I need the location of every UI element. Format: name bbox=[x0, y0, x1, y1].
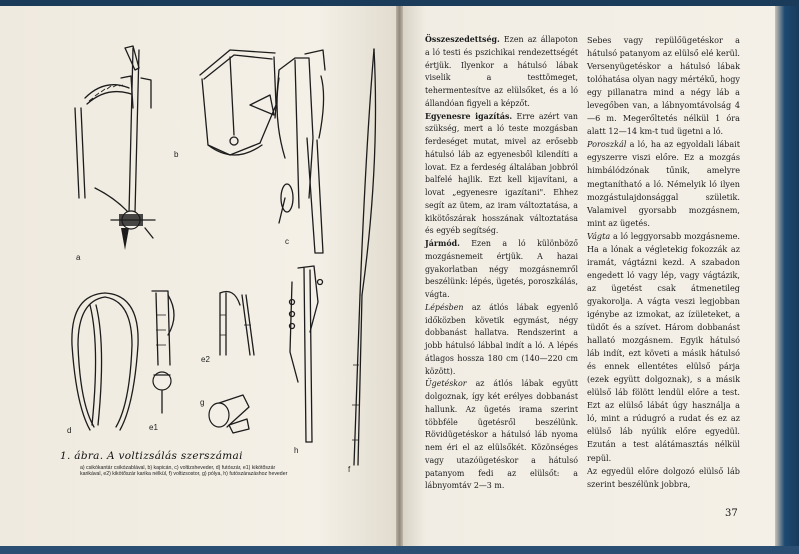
figure-label-b: b bbox=[174, 150, 179, 159]
paragraph-text: Sebes vagy repülőügetéskor a hátulsó patanyom az elülső elé kerül. Versenyügetéskor a hátulsó lábak tolóhatása olyan nagy mértékű, hogy egy pillanatra mind a négy láb a levegőben van, a lábnyomtávolság 4—6 m. Megerőltetés nélkül 1 óra alatt 12—14 km-t tud ügetni a ló. bbox=[587, 35, 740, 137]
figure-caption-title: 1. ábra. A voltizsálás szerszámai bbox=[60, 450, 243, 462]
paragraph bbox=[587, 138, 740, 229]
figure-label-h: h bbox=[294, 446, 299, 455]
figure-label-e2: e2 bbox=[201, 355, 210, 364]
book-gutter bbox=[396, 6, 403, 548]
paragraph-text: Ezen az állapoton a ló testi és pszichikai rendezettségét értjük. Ilyenkor a hátulsó lábak viselik a testtömeget, tehermentesítve az elülsőket, és a ló állandóan figyeli a képzőt. bbox=[425, 35, 578, 108]
paragraph-text: Ezen a ló különböző mozgásnemeit értjük. A hazai gyakorlatban négy mozgásnemről beszélünk: lépés, ügetés, poroszkálás, vágta. bbox=[425, 239, 578, 299]
book-bottom-edge bbox=[0, 546, 799, 554]
page-number: 37 bbox=[725, 508, 738, 519]
figure-label-d: d bbox=[67, 426, 72, 435]
paragraph bbox=[425, 34, 578, 111]
figure-caption bbox=[60, 450, 310, 478]
paragraph-text: az átlós lábak együtt dolgoznak, így két erélyes dobbanást hallunk. Az ügetés irama szerint többféle ügetésről beszélünk. Rövidügetéskor a hátulsó láb nyoma nem éri el az elülsőkét. Közönséges vagy utazóügetéskor a hátulsó patanyom fedi az elülsőt: a lábnyomtáv 2—3 m. bbox=[425, 379, 578, 491]
book-cover-edge bbox=[775, 6, 799, 548]
figure-caption-legend: a) csikókantár csikózablával, b) kapicán, c) voltizsheveder, d) futószár, e1) kikötőszár karikával, e2) kikötőszár karika nélkül, f) voltizsostor, g) pólya, h) futószárazáshoz heveder bbox=[80, 465, 288, 478]
figure-label-f: f bbox=[348, 465, 351, 474]
paragraph-text: az átlós lábak egyenlő időközben követik egymást, négy dobbanást hallatva. Rendszerint a jobb hátulsó lábbal indít a ló. A lépés átlagos hossza 180 cm (140—220 cm között). bbox=[425, 302, 578, 376]
paragraph-lead-word: Vágta bbox=[587, 230, 611, 241]
paragraph-lead-word: Lépésben bbox=[425, 302, 464, 312]
paragraph-text: a ló leggyorsabb mozgásneme. Ha a lónak a végletekig fokozzák az iramát, vágtázni kezd. A szabadon engedett ló vagy lép, vagy vágtázik, az ügetést csak átmenetileg gyakorolja. A vágta veszi legjobban igénybe az izmokat, az ízületeket, a tüdőt és a szívet. Három dobbanást hallató mozgásnem. Egyik hátulsó láb indít, ezt követi a másik hátulsó és ennek ellentétes elülső párja (ezek együtt dolgoznak), s a másik elülső láb fölött lendül előre a test. Ezt az elülső lábát úgy használja a ló, mint a rúdugró a rudat és ez az elülső láb nyúlik előre egyedül. Ezután a test alátámasztás nélkül repül. bbox=[587, 230, 740, 463]
side-rein-with-ring-illustration bbox=[140, 285, 185, 425]
bridle-with-bit-illustration bbox=[55, 38, 165, 258]
paragraph bbox=[587, 465, 740, 491]
text-column-right bbox=[587, 34, 740, 491]
lunge-line-illustration bbox=[60, 285, 150, 435]
paragraph-lead-word: Poroszkál bbox=[587, 139, 627, 150]
figure-label-a: a bbox=[76, 253, 81, 262]
lunge-whip-illustration bbox=[340, 45, 380, 475]
paragraph bbox=[425, 238, 578, 302]
paragraph bbox=[425, 111, 578, 239]
figure-label-e1: e1 bbox=[149, 423, 158, 432]
lunging-girth-illustration bbox=[280, 262, 330, 452]
paragraph-text: Az egyedül előre dolgozó elülső láb szerint beszélünk jobbra, bbox=[587, 465, 740, 489]
paragraph bbox=[425, 302, 578, 379]
bandage-roll-illustration bbox=[205, 385, 255, 435]
text-column-left bbox=[425, 34, 578, 493]
paragraph-lead-word: Ügetéskor bbox=[425, 379, 467, 389]
paragraph bbox=[587, 34, 740, 138]
paragraph-heading: Egyenesre igazítás. bbox=[425, 111, 513, 121]
paragraph-text: a ló, ha az egyoldali lábait egyszerre viszi előre. Ez a mozgás himbálódzónak tűnik, amelyre megtanítható a ló. Némelyik ló ilyen mozgástulajdonsággal születik. Valamivel gyorsabb mozgásnem, mint az ügetés. bbox=[587, 139, 740, 228]
paragraph bbox=[425, 378, 578, 493]
paragraph-heading: Összeszedettség. bbox=[425, 35, 500, 44]
figure-label-c: c bbox=[285, 237, 289, 246]
paragraph-heading: Jármód. bbox=[425, 239, 460, 248]
surcingle-illustration bbox=[265, 48, 337, 258]
paragraph bbox=[587, 230, 740, 465]
figure-label-g: g bbox=[200, 398, 205, 407]
side-rein-without-ring-illustration bbox=[210, 285, 260, 365]
paragraph-text: Erre azért van szükség, mert a ló teste mozgásban ferdeséget mutat, mivel az erősebb hátulsó láb az egyenesből kilendíti a lovat. Ez a ferdeség általában jobbról balfelé hajlik. Ezt kell kijavítani, a lovat „egyenesre igazítani". Ehhez segít az ütem, az iram változtatása, a kikötőszárak hosszának változtatása és egyéb segítség. bbox=[425, 111, 578, 236]
